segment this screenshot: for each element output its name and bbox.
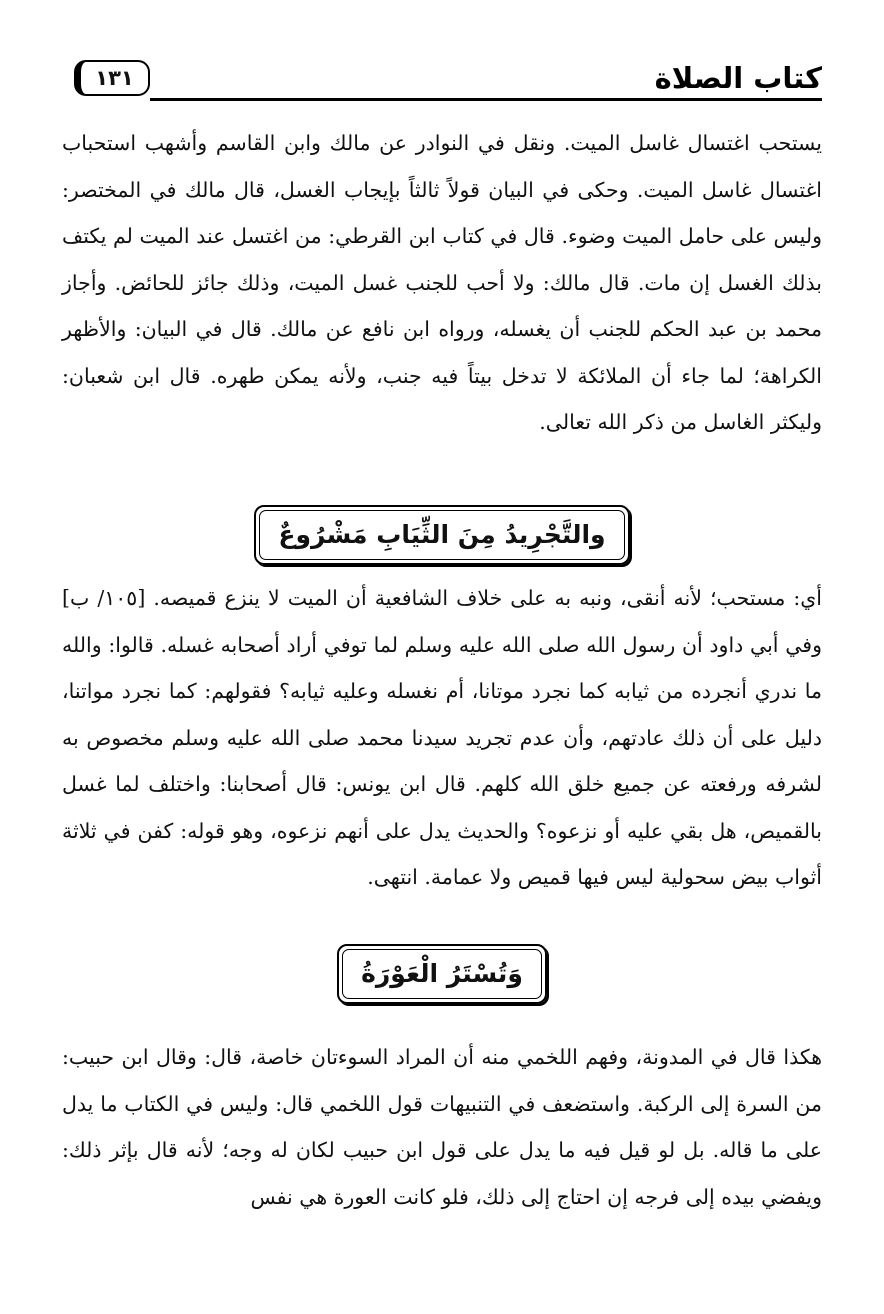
heading-2-container [0,944,884,1004]
heading-2: وَتُسْتَرُ الْعَوْرَةُ [342,949,542,999]
heading-1-container [0,505,884,565]
page-number: ١٣١ [95,66,134,90]
heading-2-frame [337,944,547,1004]
paragraph-2: أي: مستحب؛ لأنه أنقى، ونبه به على خلاف الشافعية أن الميت لا ينزع قميصه. [١٠٥/ ب] وفي أبي داود أن رسول الله صلى الله عليه وسلم لما توفي أراد أصحابه غسله. قالوا: والله ما ندري أنجرده من ثيابه كما نجرد موتانا، أم نغسله وعليه ثيابه؟ فقولهم: كما نجرد مواتنا، دليل على أن ذلك عادتهم، وأن عدم تجريد سيدنا محمد صلى الله عليه وسلم مخصوص به لشرفه ورفعته عن جميع خلق الله كلهم. قال ابن يونس: قال أصحابنا: واختلف لما غسل بالقميص، هل بقي عليه أو نزعوه؟ والحديث يدل على أنهم نزعوه، وهو قوله: كفن في ثلاثة أثواب بيض سحولية ليس فيها قميص ولا عمامة. انتهى. [62,586,822,889]
page-number-box [74,60,150,96]
heading-1-frame [254,505,629,565]
paragraph-3: هكذا قال في المدونة، وفهم اللخمي منه أن المراد السوءتان خاصة، قال: وقال ابن حبيب: من السرة إلى الركبة. واستضعف في التنبيهات قول اللخمي قال: وليس في الكتاب ما يدل على ما قاله. بل لو قيل فيه ما يدل على قول ابن حبيب لكان له وجه؛ لأنه قال بإثر ذلك: ويفضي بيده إلى فرجه إن احتاج إلى ذلك، فلو كانت العورة هي نفس [62,1045,822,1209]
page-header [74,50,822,108]
heading-1: والتَّجْرِيدُ مِنَ الثِّيَابِ مَشْرُوعٌ [259,510,624,560]
header-rule [150,98,822,101]
paragraph-1: يستحب اغتسال غاسل الميت. ونقل في النوادر عن مالك وابن القاسم وأشهب استحباب اغتسال غاسل الميت. وحكى في البيان قولاً ثالثاً بإيجاب الغسل، قال مالك في المختصر: وليس على حامل الميت وضوء. قال في كتاب ابن القرطي: من اغتسل عند الميت لم يكتف بذلك الغسل إن مات. قال مالك: ولا أحب للجنب غسل الميت، وذلك جائز للحائض. وأجاز محمد بن عبد الحكم للجنب أن يغسله، ورواه ابن نافع عن مالك. قال في البيان: والأظهر الكراهة؛ لما جاء أن الملائكة لا تدخل بيتاً فيه جنب، ولأنه يمكن طهره. قال ابن شعبان: وليكثر الغاسل من ذكر الله تعالى. [62,131,822,434]
book-title: كتاب الصلاة [654,61,822,95]
